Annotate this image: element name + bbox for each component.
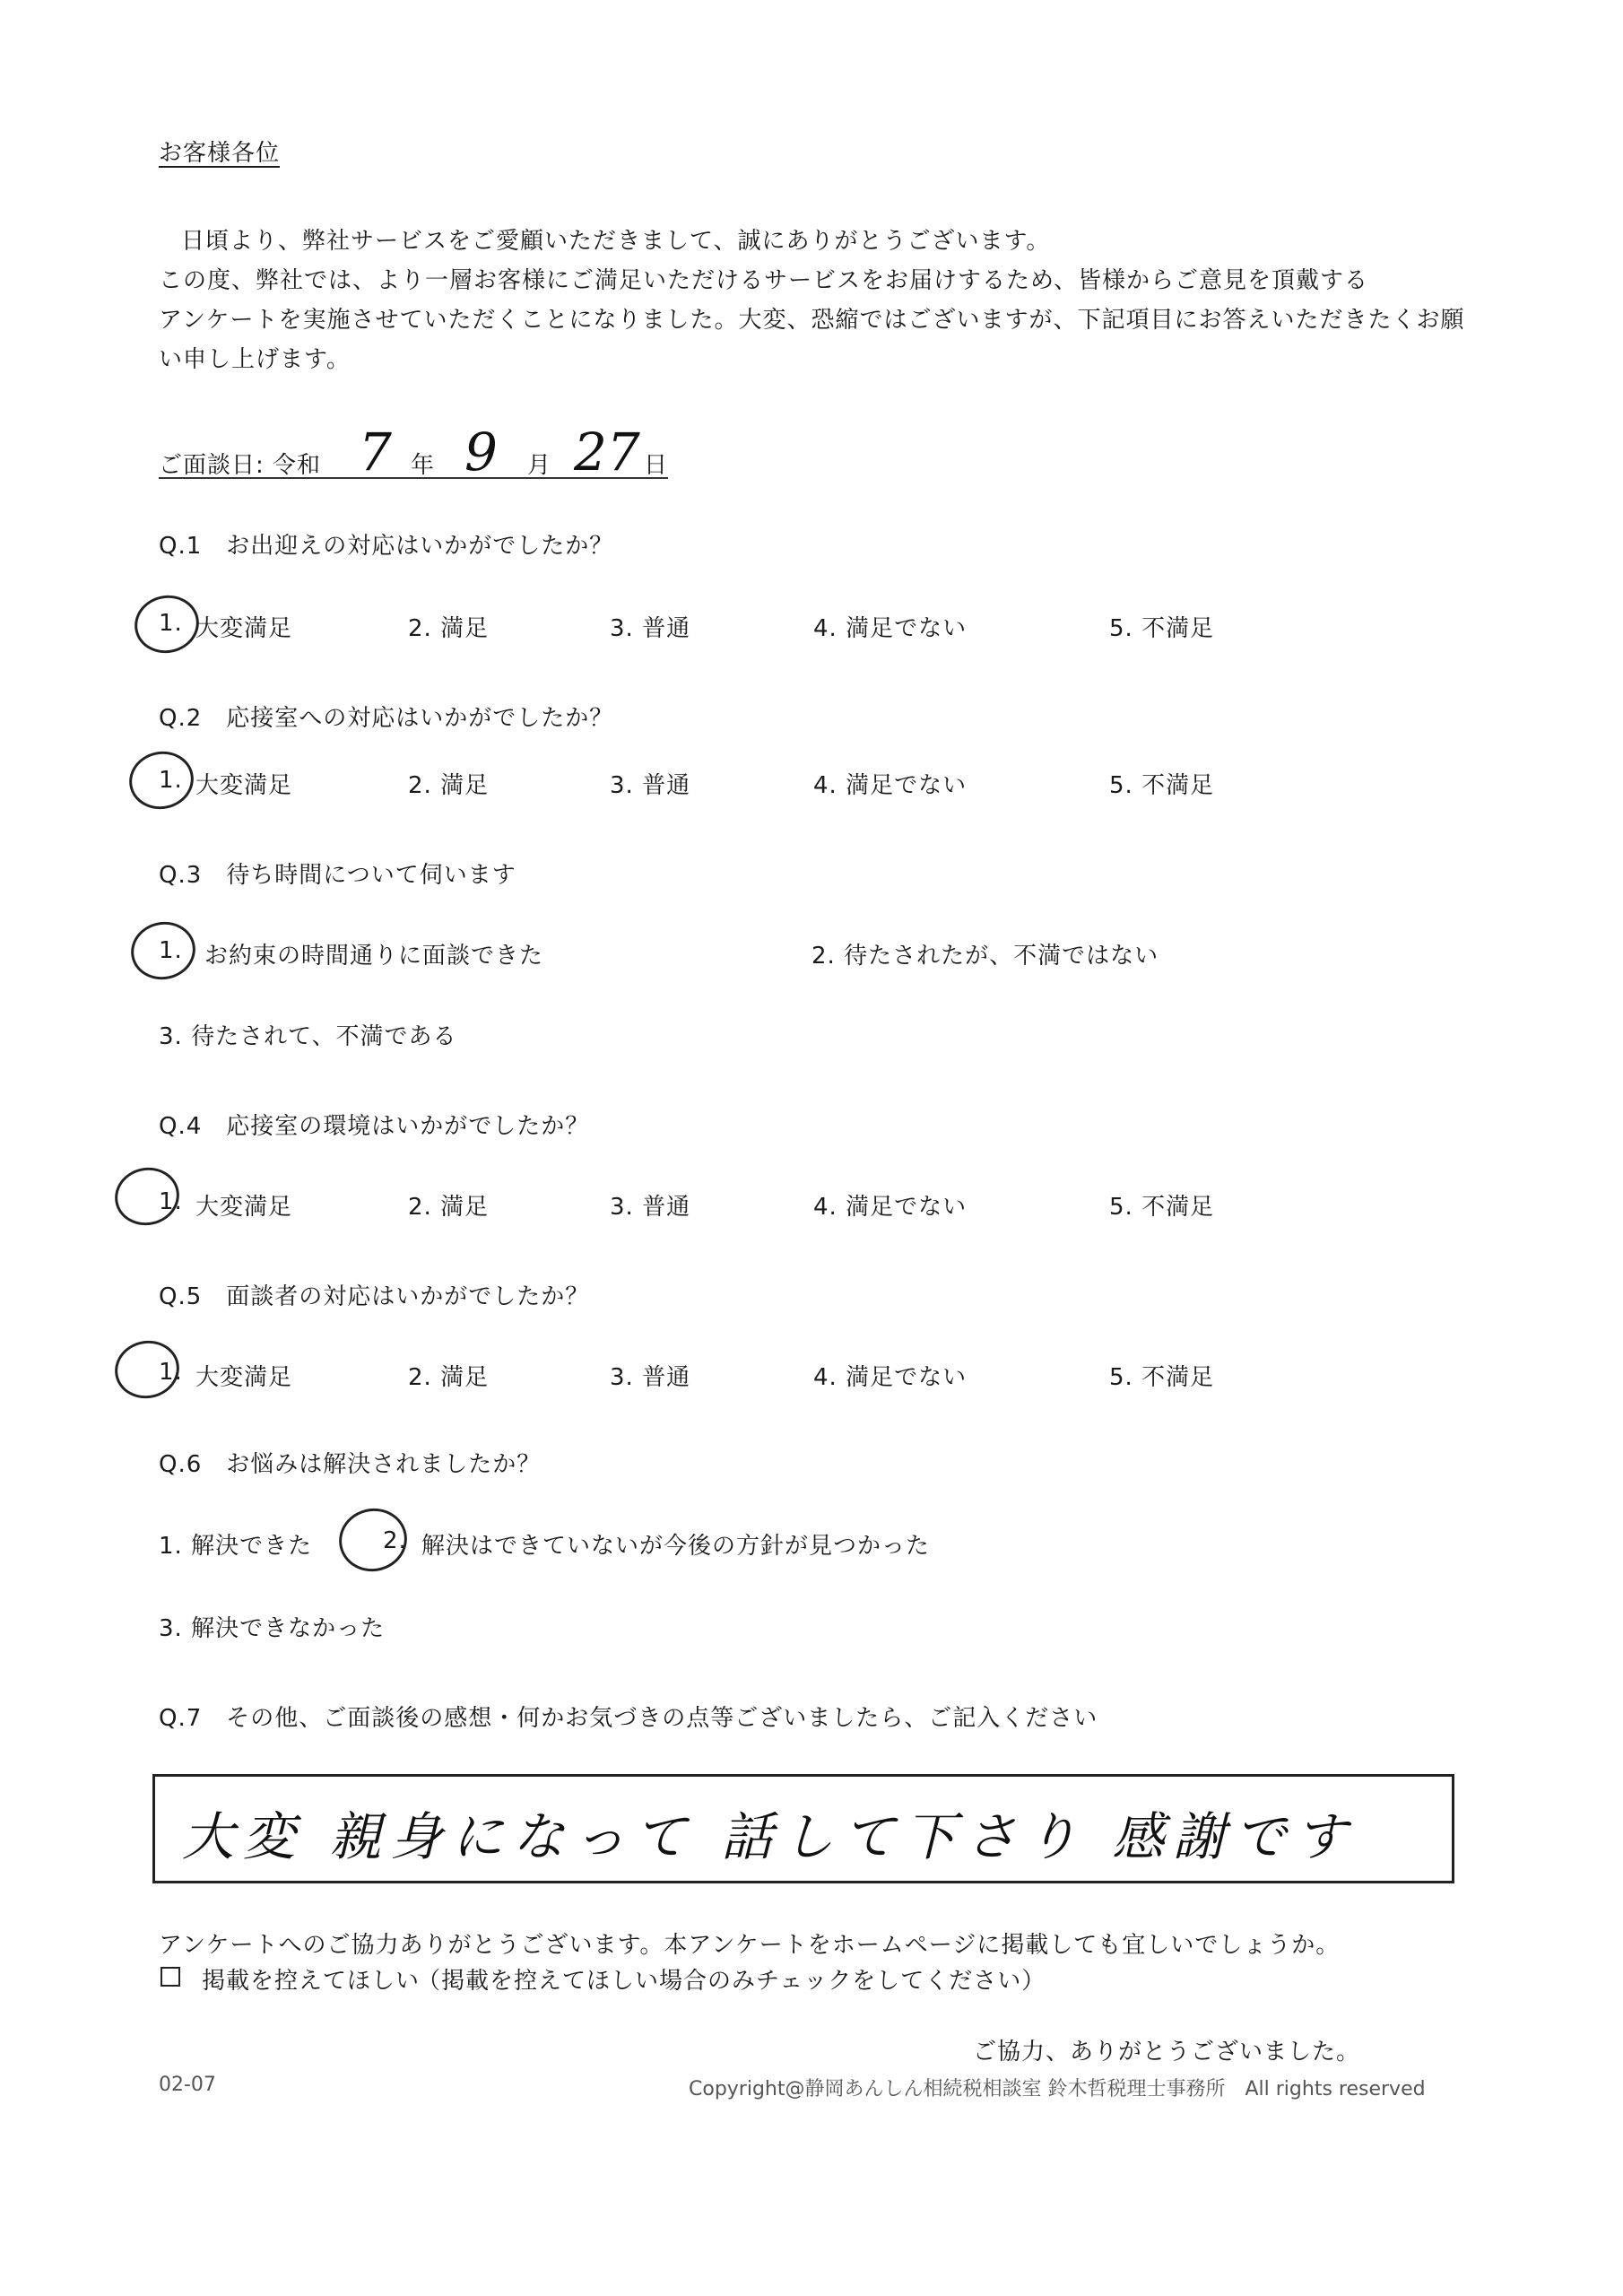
q2-text: Q.2 応接室への対応はいかがでしたか？ (159, 705, 614, 732)
q2-option-1-number[interactable]: 1. (159, 767, 183, 794)
q6-option-3[interactable]: 3. 解決できなかった (159, 1615, 386, 1642)
q5-text: Q.5 面談者の対応はいかがでしたか？ (159, 1283, 590, 1310)
intro-line-3: アンケートを実施させていただくことになりました。大変、恐縮ではございますが、下記項目にお答えいただきたくお願 (159, 307, 1465, 334)
q3-option-1[interactable]: お約束の時間通りに面談できた (204, 943, 544, 970)
q1-text: Q.1 お出迎えの対応はいかがでしたか？ (159, 533, 614, 560)
intro-line-4: い申し上げます。 (159, 346, 351, 373)
q4-option-5[interactable]: 5. 不満足 (1109, 1194, 1215, 1221)
q7-text: Q.7 その他、ご面談後の感想・何かお気づきの点等ございましたら、ご記入ください (159, 1705, 1098, 1732)
q1-option-5[interactable]: 5. 不満足 (1109, 615, 1215, 642)
q2-option-4[interactable]: 4. 満足でない (813, 772, 968, 799)
q2-option-1[interactable]: 大変満足 (195, 772, 293, 799)
q4-option-3[interactable]: 3. 普通 (610, 1194, 691, 1221)
q6-option-2[interactable]: 解決はできていないが今後の方針が見つかった (421, 1533, 931, 1560)
opt-out-checkbox[interactable] (161, 1967, 180, 1987)
date-year-value: 7 (359, 422, 392, 483)
opt-out-label: 掲載を控えてほしい (202, 1968, 421, 1995)
form-code: 02-07 (159, 2074, 216, 2096)
intro-line-2: この度、弊社では、より一層お客様にご満足いただけるサービスをお届けするため、皆様からご意見を頂戴する (159, 267, 1368, 294)
date-year-unit: 年 (411, 452, 436, 479)
comment-box[interactable] (152, 1774, 1454, 1883)
q5-option-1-number[interactable]: 1. (159, 1359, 183, 1386)
date-day-unit: 日 (644, 452, 669, 479)
q3-option-1-number[interactable]: 1. (159, 937, 183, 964)
q4-text: Q.4 応接室の環境はいかがでしたか？ (159, 1113, 590, 1140)
q6-text: Q.6 お悩みは解決されましたか？ (159, 1451, 542, 1478)
opt-out-note: （掲載を控えてほしい場合のみチェックをしてください） (417, 1968, 1046, 1995)
q5-option-5[interactable]: 5. 不満足 (1109, 1364, 1215, 1391)
publication-consent-question: アンケートへのご協力ありがとうございます。本アンケートをホームページに掲載しても宜しいでしょうか。 (159, 1932, 1341, 1959)
q1-option-1[interactable]: 大変満足 (195, 615, 293, 642)
q4-option-1-number[interactable]: 1. (159, 1188, 183, 1215)
q4-option-4[interactable]: 4. 満足でない (813, 1194, 968, 1221)
q3-text: Q.3 待ち時間について伺います (159, 862, 516, 889)
q5-option-1[interactable]: 大変満足 (195, 1364, 293, 1391)
copyright: Copyright@静岡あんしん相続税相談室 鈴木哲税理士事務所 All rights reserved (689, 2078, 1426, 2100)
date-month-value: 9 (464, 422, 498, 483)
q5-option-2[interactable]: 2. 満足 (408, 1364, 490, 1391)
q1-option-2[interactable]: 2. 満足 (408, 615, 490, 642)
q4-option-1[interactable]: 大変満足 (195, 1194, 293, 1221)
q6-option-2-number[interactable]: 2. (383, 1527, 407, 1554)
date-label: ご面談日: 令和 (159, 452, 322, 479)
date-month-unit: 月 (527, 452, 552, 479)
q3-option-2[interactable]: 2. 待たされたが、不満ではない (812, 943, 1159, 970)
q6-option-1[interactable]: 1. 解決できた (159, 1533, 313, 1560)
q5-option-3[interactable]: 3. 普通 (610, 1364, 691, 1391)
closing-thanks: ご協力、ありがとうございました。 (973, 2039, 1361, 2066)
comment-handwritten-answer: 大変 親身になって 話して下さり 感謝です (182, 1806, 1357, 1867)
q3-option-3[interactable]: 3. 待たされて、不満である (159, 1023, 457, 1050)
q1-option-3[interactable]: 3. 普通 (610, 615, 691, 642)
date-day-value: 27 (574, 422, 640, 483)
intro-line-1: 日頃より、弊社サービスをご愛顧いただきまして、誠にありがとうございます。 (181, 228, 1051, 255)
q2-option-3[interactable]: 3. 普通 (610, 772, 691, 799)
q2-option-2[interactable]: 2. 満足 (408, 772, 490, 799)
q5-option-4[interactable]: 4. 満足でない (813, 1364, 968, 1391)
q4-option-2[interactable]: 2. 満足 (408, 1194, 490, 1221)
q1-option-4[interactable]: 4. 満足でない (813, 615, 968, 642)
addressee: お客様各位 (159, 140, 281, 167)
q1-option-1-number[interactable]: 1. (159, 610, 183, 637)
q2-option-5[interactable]: 5. 不満足 (1109, 772, 1215, 799)
